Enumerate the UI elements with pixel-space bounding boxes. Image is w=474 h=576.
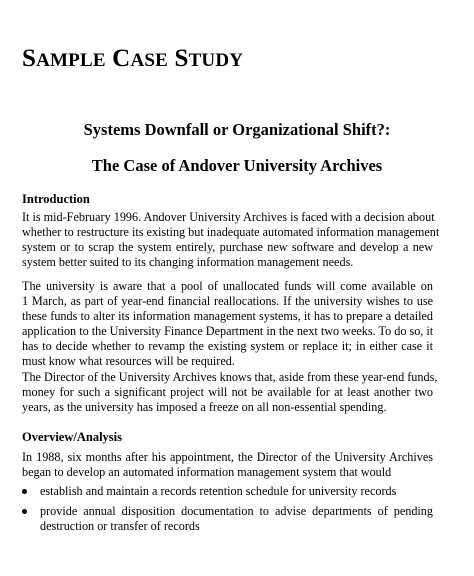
- paragraph-line: system better suited to its changing information management needs.: [22, 255, 354, 269]
- subtitle-andover-case: The Case of Andover University Archives: [91, 156, 383, 175]
- overview-paragraph: [22, 450, 433, 480]
- subtitle-systems-downfall: Systems Downfall or Organizational Shift?:: [83, 120, 391, 139]
- bullet-line: destruction or transfer of records: [40, 519, 200, 533]
- bullet-text: [40, 504, 433, 534]
- bullet-dot-icon: [22, 489, 27, 494]
- title-letter-s2: S: [174, 45, 189, 72]
- bullet-line: establish and maintain a records retention schedule for university records: [40, 484, 397, 498]
- paragraph-line: must know what resources will be required.: [22, 354, 235, 368]
- bullet-item: [0, 484, 474, 499]
- paragraph-line: system or to scrap the system entirely, purchase new software and develop a new: [22, 240, 433, 254]
- overview-bullet-list: [0, 484, 474, 534]
- document-title: [22, 44, 243, 76]
- title-word-ase: ASE: [130, 50, 168, 71]
- introduction-paragraph-2: [22, 279, 433, 369]
- paragraph-line: 1 March, as part of year-end financial reallocations. If the university wishes to use: [22, 294, 433, 308]
- introduction-paragraph-3: [22, 370, 438, 415]
- paragraph-line: The Director of the University Archives knows that, aside from these year-end funds,: [22, 370, 438, 384]
- paragraph-line: The university is aware that a pool of unallocated funds will come available on: [22, 279, 433, 293]
- paragraph-line: money for such a significant project will not be available for at least another two: [22, 385, 433, 399]
- paragraph-line: these funds to alter its information management systems, it has to prepare a detailed: [22, 309, 433, 323]
- introduction-paragraph-1: [22, 210, 440, 270]
- title-word-tudy: TUDY: [188, 50, 244, 71]
- introduction-heading: Introduction: [22, 192, 90, 206]
- bullet-dot-icon: [22, 509, 27, 514]
- bullet-item: [0, 504, 474, 534]
- paragraph-line: began to develop an automated information management system that would: [22, 465, 392, 479]
- paragraph-line: In 1988, six months after his appointment, the Director of the University Archives: [22, 450, 433, 464]
- paragraph-line: It is mid-February 1996. Andover University Archives is faced with a decision about: [22, 210, 435, 224]
- paragraph-line: application to the University Finance Department in the next two weeks. To do so, it: [22, 324, 434, 338]
- bullet-text: [40, 484, 433, 499]
- paragraph-line: years, as the university has imposed a freeze on all non-essential spending.: [22, 400, 387, 414]
- bullet-line: provide annual disposition documentation to advise departments of pending: [40, 504, 433, 518]
- title-word-ample: AMPLE: [36, 50, 106, 71]
- paragraph-line: has to decide whether to revamp the existing system or replace it; in either case it: [22, 339, 433, 353]
- title-letter-s1: S: [22, 45, 37, 72]
- paragraph-line: whether to restructure its existing but inadequate automated information management: [22, 225, 440, 239]
- title-letter-c: C: [112, 45, 131, 72]
- overview-heading: Overview/Analysis: [22, 430, 122, 444]
